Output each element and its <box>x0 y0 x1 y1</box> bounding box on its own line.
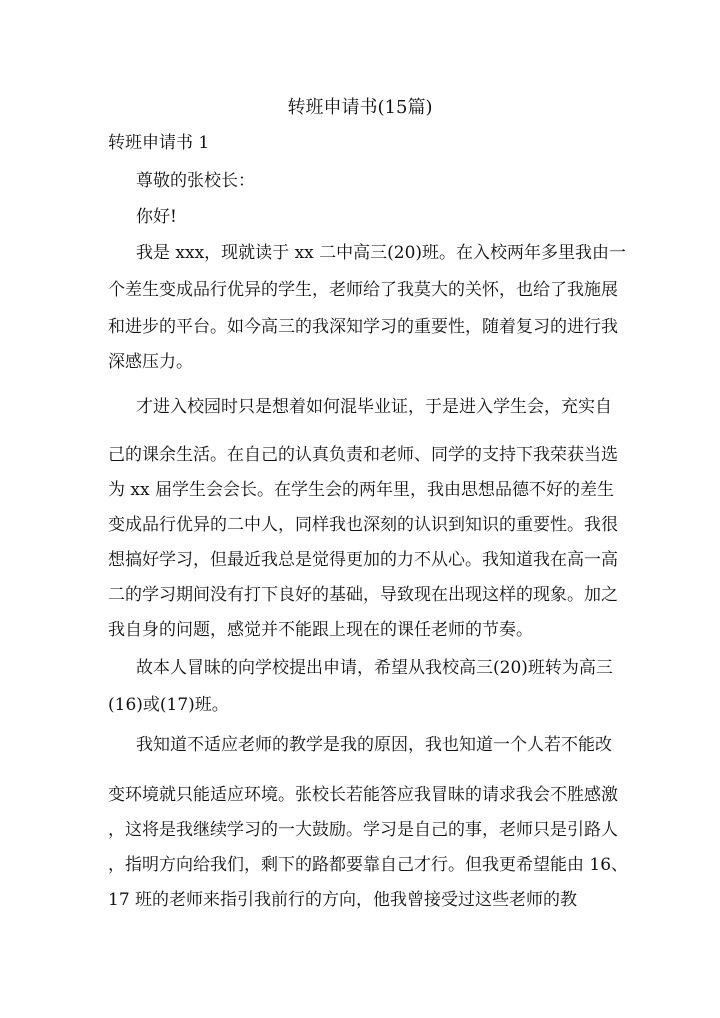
body-line: (16)或(17)班。 <box>108 695 229 715</box>
body-line: 想搞好学习，但最近我总是觉得更加的力不从心。我知道我在高一高 <box>108 550 618 570</box>
section-heading: 转班申请书 1 <box>108 133 210 153</box>
body-line: 和进步的平台。如今高三的我深知学习的重要性，随着复习的进行我 <box>108 317 618 337</box>
body-line: 故本人冒昧的向学校提出申请，希望从我校高三(20)班转为高三 <box>136 658 613 678</box>
body-line: 二的学习期间没有打下良好的基础，导致现在出现这样的现象。加之 <box>108 585 618 605</box>
body-line: 才进入校园时只是想着如何混毕业证，于是进入学生会，充实自 <box>136 397 612 417</box>
greeting: 你好! <box>136 207 177 227</box>
body-line: ，这将是我继续学习的一大鼓励。学习是自己的事，老师只是引路人 <box>108 820 618 840</box>
body-line: 己的课余生活。在自己的认真负责和老师、同学的支持下我荣获当选 <box>108 445 618 465</box>
body-line: 变环境就只能适应环境。张校长若能答应我冒昧的请求我会不胜感激 <box>108 785 618 805</box>
document-title: 转班申请书(15篇) <box>287 97 433 118</box>
body-line: ，指明方向给我们，剩下的路都要靠自己才行。但我更希望能由 16、 <box>108 855 629 875</box>
body-line: 深感压力。 <box>108 352 193 372</box>
body-line: 我自身的问题，感觉并不能跟上现在的课任老师的节奏。 <box>108 620 533 640</box>
body-line: 我是 xxx，现就读于 xx 二中高三(20)班。在入校两年多里我由一 <box>136 243 627 263</box>
body-line: 个差生变成品行优异的学生，老师给了我莫大的关怀，也给了我施展 <box>108 280 618 300</box>
salutation: 尊敬的张校长： <box>136 171 255 191</box>
body-line: 为 xx 届学生会会长。在学生会的两年里，我由思想品德不好的差生 <box>108 480 614 500</box>
body-line: 我知道不适应老师的教学是我的原因，我也知道一个人若不能改 <box>136 735 612 755</box>
body-line: 17 班的老师来指引我前行的方向，他我曾接受过这些老师的教 <box>108 890 578 910</box>
body-line: 变成品行优异的二中人，同样我也深刻的认识到知识的重要性。我很 <box>108 515 618 535</box>
